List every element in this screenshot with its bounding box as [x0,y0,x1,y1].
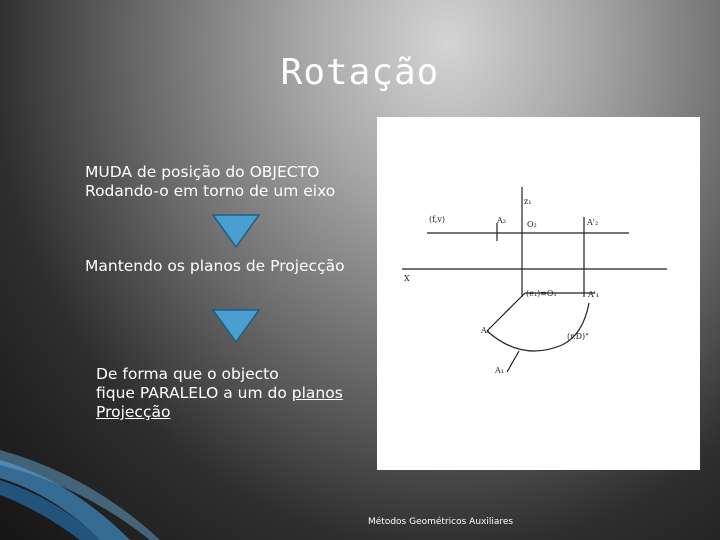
label-arc: (r.D)" [567,332,589,341]
decorative-swoosh [0,440,360,540]
text-line-5 [96,384,343,403]
label-x: X [404,274,410,283]
label-z: z₁ [524,197,532,206]
drawing-svg [377,117,700,470]
text-line-5-link: planos [291,384,343,402]
label-e1-o1: (e₁)≡O₁ [526,289,557,298]
label-a2: A₂ [497,216,506,225]
down-arrow-icon [212,309,260,343]
down-arrow-icon [212,214,260,248]
label-o2: O₂ [527,220,537,229]
text-line-6: Projecção [96,403,171,421]
text-line-1: MUDA de posição do OBJECTO [85,163,320,181]
text-line-3: Mantendo os planos de Projecção [85,257,345,275]
slide-title: Rotação [280,52,440,93]
label-a2-prime: A'₂ [587,218,599,227]
label-a1-prime: A'₁ [588,290,600,299]
text-line-4: De forma que o objecto [96,365,279,383]
text-line-5-a: fique PARALELO a um do [96,384,292,402]
text-line-2: Rodando-o em torno de um eixo [85,182,336,200]
label-axis: (f,v) [429,215,445,224]
geometry-drawing [377,117,700,470]
label-a1: A₁ [481,326,490,335]
label-a1-bottom: A₁ [495,366,504,375]
footer-text: Métodos Geométricos Auxiliares [368,517,514,527]
